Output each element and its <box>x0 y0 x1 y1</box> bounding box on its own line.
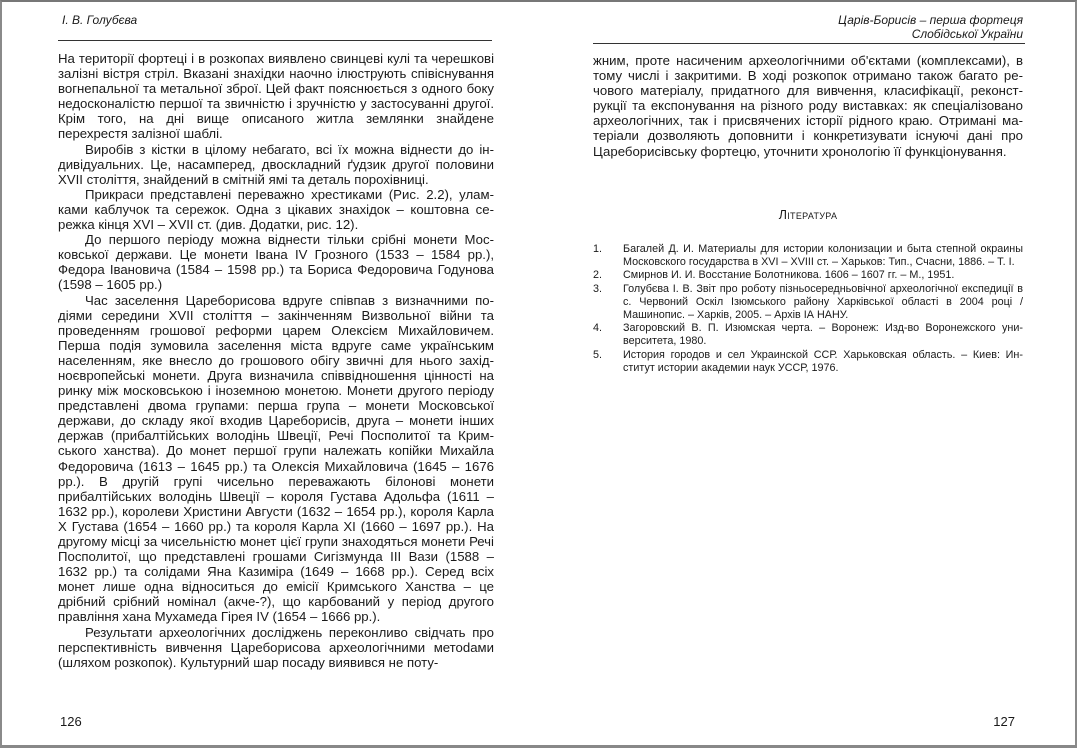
reference-item <box>593 322 1023 348</box>
reference-item <box>593 283 1023 323</box>
header-rule <box>593 43 1025 44</box>
body-text <box>58 51 494 670</box>
reference-number: 5. <box>593 348 603 361</box>
reference-text: Голубєва І. В. Звіт про роботу пізньосередньовічної археологічної експедиції в с. Червоний Оскіл Ізюмського району Харківської області в 2004 році / Машинопис. – Харків, 2005. – Архів ІА НАНУ. <box>623 282 1023 322</box>
reference-text: Багалей Д. И. Материалы для истории колонизации и быта степной окраины Московского государства в XVI – XVIII ст. – Харьков: Тип., Счасни, 1886. – Т. I. <box>623 243 1023 269</box>
page-number: 126 <box>60 714 82 729</box>
reference-text: Загоровский В. П. Изюмская черта. – Воронеж: Изд-во Воронежского университета, 1980. <box>623 322 1023 348</box>
right-page <box>593 0 1023 751</box>
running-head-line-1: Царів-Борисів – перша фортеця <box>838 13 1023 27</box>
paragraph: Прикраси представлені переважно хрестиками (Рис. 2.2), уламками каблучок та сережок. Одна з цікавих знахідок – коштовна сережка кінця XVI – XVII ст. (див. Додатки, рис. 12). <box>58 186 494 233</box>
reference-number: 3. <box>593 282 603 295</box>
header-rule <box>58 40 492 41</box>
paragraph: Виробів з кістки в цілому небагато, всі їх можна віднести до індивідуальних. Це, насамперед, двоскладний ґудзик другої половини XVII століття, знайдений в смітній ямі та деталь порохівниці. <box>58 141 494 187</box>
running-head-author: І. В. Голубєва <box>62 13 138 27</box>
reference-list <box>593 243 1023 375</box>
literature-heading: Література <box>778 208 838 222</box>
paragraph: На території фортеці і в розкопах виявлено свинцеві кулі та черешкові залізні вістря стріл. Вказані знахідки наочно ілюструють співіснування вогнепальної та метальної зброї. Цей факт пояснюється з одного боку недосконалістю першої та звичністю і зручністю у застосуванні другої. Крім того, на дні вище описаного житла землянки знайдене перехрестя залізної шаблі. <box>58 51 494 142</box>
reference-item <box>593 243 1023 269</box>
reference-text: История городов и сел Украинской ССР. Харьковская область. – Киев: Институт истории академии наук УССР, 1976. <box>623 348 1023 374</box>
reference-text: Смирнов И. И. Восстание Болотникова. 1606 – 1607 гг. – М., 1951. <box>623 269 955 282</box>
left-page <box>58 0 494 751</box>
body-text <box>593 53 1023 159</box>
reference-item <box>593 269 1023 282</box>
reference-item <box>593 349 1023 375</box>
paragraph: Результати археологічних досліджень переконливо свідчать про перспективність вивчення Цареборисова археологічними метоdами (шляхом розкопок). Культурний шар посаду виявився не поту- <box>58 624 494 670</box>
paragraph: До першого періоду можна віднести тільки срібні монети Московської держави. Це монети Івана IV Грозного (1533 – 1584 рр.), Федора Івановича (1584 – 1598 рр.) та Бориса Федоровича Годунова (1598 – 1605 рр.) <box>58 232 494 293</box>
reference-number: 2. <box>593 269 603 282</box>
reference-number: 1. <box>593 243 603 255</box>
page-number: 127 <box>993 714 1015 729</box>
paragraph: жним, проте насиченим археологічними об'єктами (комплексами), в тому числі і закритими. В ході розкопок отримано також багато речового матеріалу, придатного для вивчення, класифікації, реконструкції та експонування на різного роду виставках: як спеціалізовано археологічних, так і присвячених історії рідного краю. Отримані матеріали дозволяють доповнити і конкретизувати існуючі дані про Цареборисівську фортецю, уточнити хронологію її функціонування. <box>593 53 1023 159</box>
running-head-title <box>838 13 1023 41</box>
paragraph: Час заселення Цареборисова вдруге співпав з визначними подіями середини XVII століття – закінченням Визвольної війни та проведенням грошової реформи царем Олексієм Михайловичем. Перша подія зумовила заселення міста вдруге саме українським населенням, яке внесло до грошового обігу звичні для нього західноєвропейські монети. Друга визначила співвідношення цінності на ринку між московською і іноземною монетою. Монети другого періоду представлені двома групами: перша група – монети Московської держави, до складу якої входив Цареборисів, друга – монети інших держав (прибалтійських володінь Швеції, Речі Посполитої та Кримського ханства). До монет першої групи належать копійки Михайла Федоровича (1613 – 1645 рр.) та Олексія Михайловича (1645 – 1676 рр.). В другій групі чисельно переважають білонові монети прибалтійських володінь Швеції – короля Густава Адольфа (1611 – 1632 рр.), королеви Христини Августи (1632 – 1654 рр.), короля Карла X Густава (1654 – 1660 рр.) та короля Карла XI (1660 – 1697 рр.). На другому місці за чисельністю монет цієї групи знаходяться монети Речі Посполитої, що представлені грошами Сигізмунда III Вази (1588 – 1632 рр.) та солідами Яна Казиміра (1649 – 1668 рр.). Серед всіх монет лише одна відноситься до емісії Кримського Ханства – це дрібний срібний номінал (акче-?), що карбований у період другого правління хана Мухамеда Гірея IV (1654 – 1666 рр.). <box>58 292 494 625</box>
reference-number: 4. <box>593 322 603 335</box>
running-head-line-2: Слобідської України <box>911 27 1023 41</box>
